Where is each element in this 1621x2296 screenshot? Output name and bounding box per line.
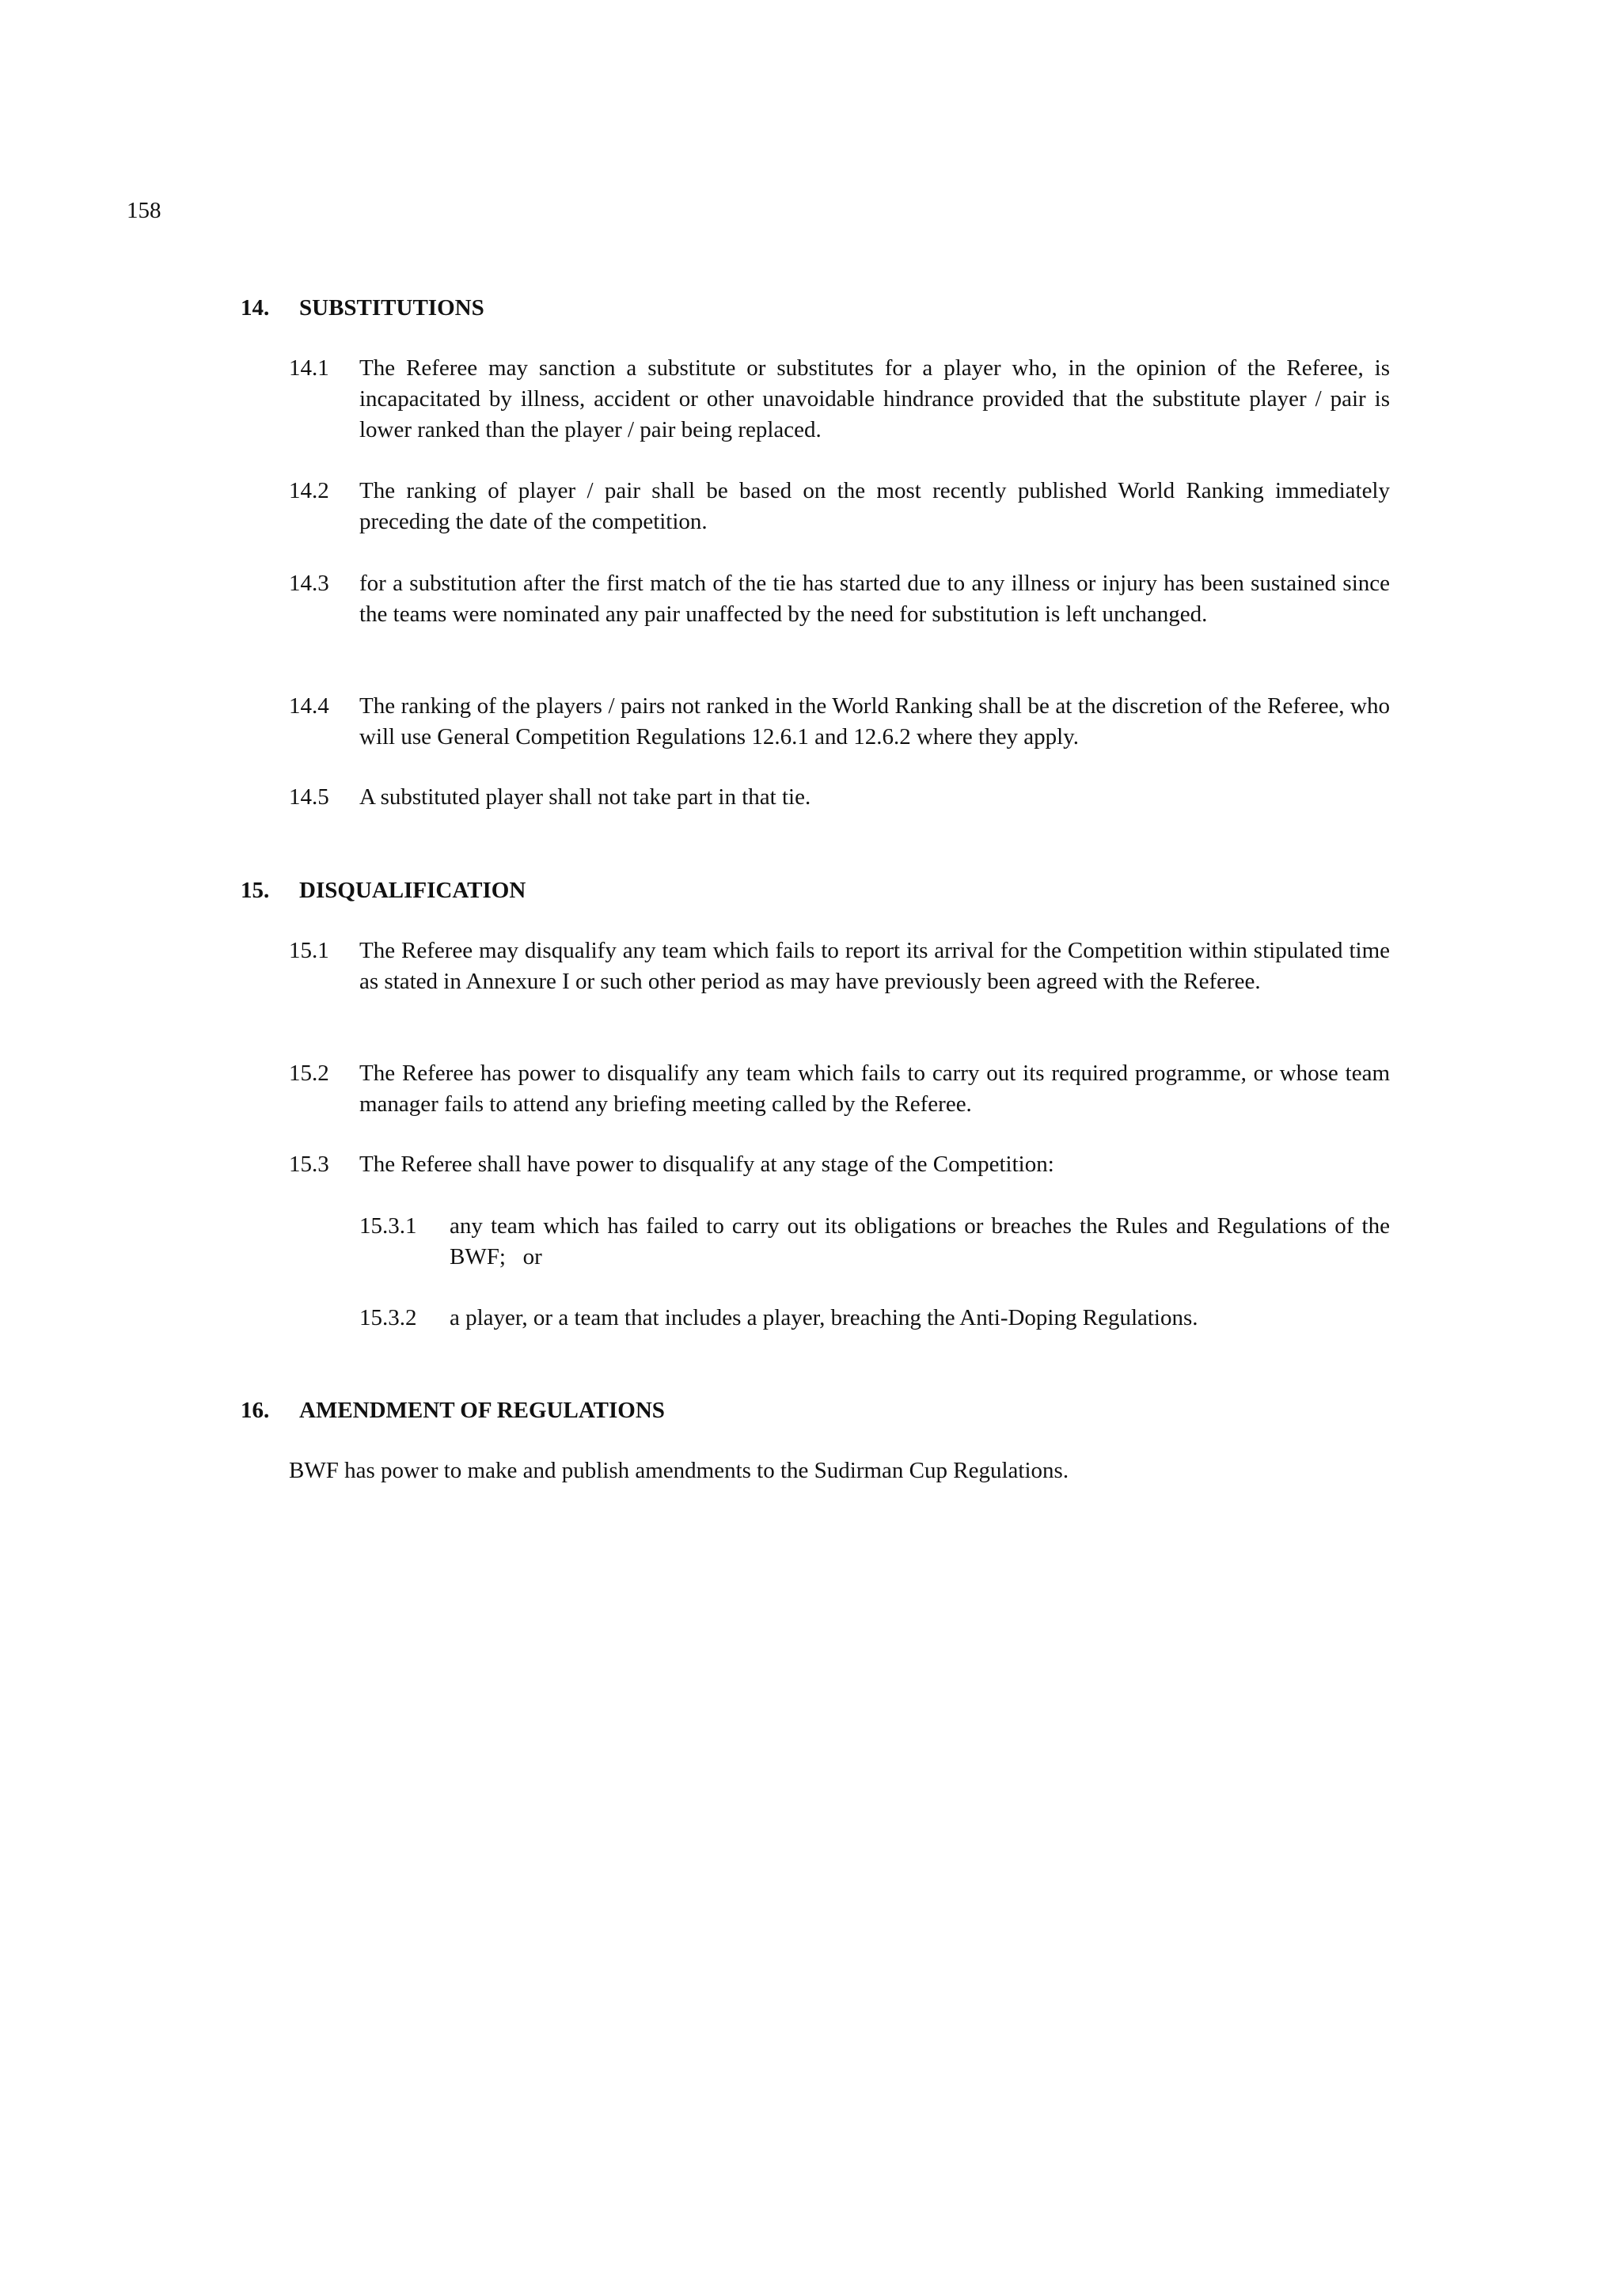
clause-14-2 — [289, 476, 1390, 537]
section-number: 16. — [241, 1398, 270, 1423]
clause-text: The ranking of player / pair shall be based on the most recently published World Ranking immediately preceding the date of the competition. — [359, 478, 1390, 534]
clause-number: 15.3.2 — [359, 1305, 417, 1330]
clause-14-1 — [289, 353, 1390, 446]
clause-text: A substituted player shall not take part in that tie. — [359, 784, 811, 810]
clause-number: 14.1 — [289, 355, 329, 381]
section-title: SUBSTITUTIONS — [299, 295, 484, 321]
clause-text: The Referee has power to disqualify any team which fails to carry out its required programme, or whose team manager fails to attend any briefing meeting called by the Referee. — [359, 1061, 1390, 1117]
clause-text: The ranking of the players / pairs not ranked in the World Ranking shall be at the discretion of the Referee, who will use General Competition Regulations 12.6.1 and 12.6.2 where they apply. — [359, 693, 1390, 750]
clause-number: 15.1 — [289, 938, 329, 963]
clause-15-3-1 — [359, 1211, 1396, 1273]
clause-text: The Referee shall have power to disqualify at any stage of the Competition: — [359, 1152, 1054, 1177]
clause-14-3 — [289, 568, 1390, 630]
clause-15-3 — [289, 1149, 1390, 1180]
clause-14-4 — [289, 691, 1390, 753]
section-title: DISQUALIFICATION — [299, 878, 526, 903]
page-number: 158 — [127, 198, 161, 223]
clause-number: 15.2 — [289, 1061, 329, 1086]
section-number: 14. — [241, 295, 270, 321]
clause-number: 14.3 — [289, 571, 329, 596]
clause-text: The Referee may sanction a substitute or substitutes for a player who, in the opinion of the Referee, is incapacitated by illness, accident or other unavoidable hindrance provided that the substitute player / pair is lower ranked than the player / pair being replaced. — [359, 355, 1390, 442]
clause-number: 14.2 — [289, 478, 329, 503]
clause-text: any team which has failed to carry out its obligations or breaches the Rules and Regulations of the BWF; or — [450, 1213, 1396, 1269]
section-heading-disqualification — [241, 875, 526, 906]
clause-15-2 — [289, 1058, 1390, 1120]
clause-number: 14.5 — [289, 784, 329, 810]
amendment-paragraph: BWF has power to make and publish amendments to the Sudirman Cup Regulations. — [289, 1458, 1069, 1483]
clause-text: The Referee may disqualify any team which fails to report its arrival for the Competition within stipulated time as stated in Annexure I or such other period as may have previously been agreed with the Referee. — [359, 938, 1390, 994]
section-number: 15. — [241, 878, 270, 903]
clause-text: a player, or a team that includes a player, breaching the Anti-Doping Regulations. — [450, 1305, 1198, 1330]
clause-14-5 — [289, 782, 1390, 813]
section-heading-substitutions — [241, 293, 484, 324]
clause-15-3-2 — [359, 1303, 1390, 1334]
clause-number: 15.3 — [289, 1152, 329, 1177]
clause-number: 15.3.1 — [359, 1213, 417, 1239]
clause-text: for a substitution after the first match of the tie has started due to any illness or injury has been sustained since the teams were nominated any pair unaffected by the need for substitution is left unchanged. — [359, 571, 1390, 627]
clause-number: 14.4 — [289, 693, 329, 719]
clause-15-1 — [289, 935, 1390, 997]
section-title: AMENDMENT OF REGULATIONS — [299, 1398, 665, 1423]
section-heading-amendment — [241, 1395, 665, 1426]
